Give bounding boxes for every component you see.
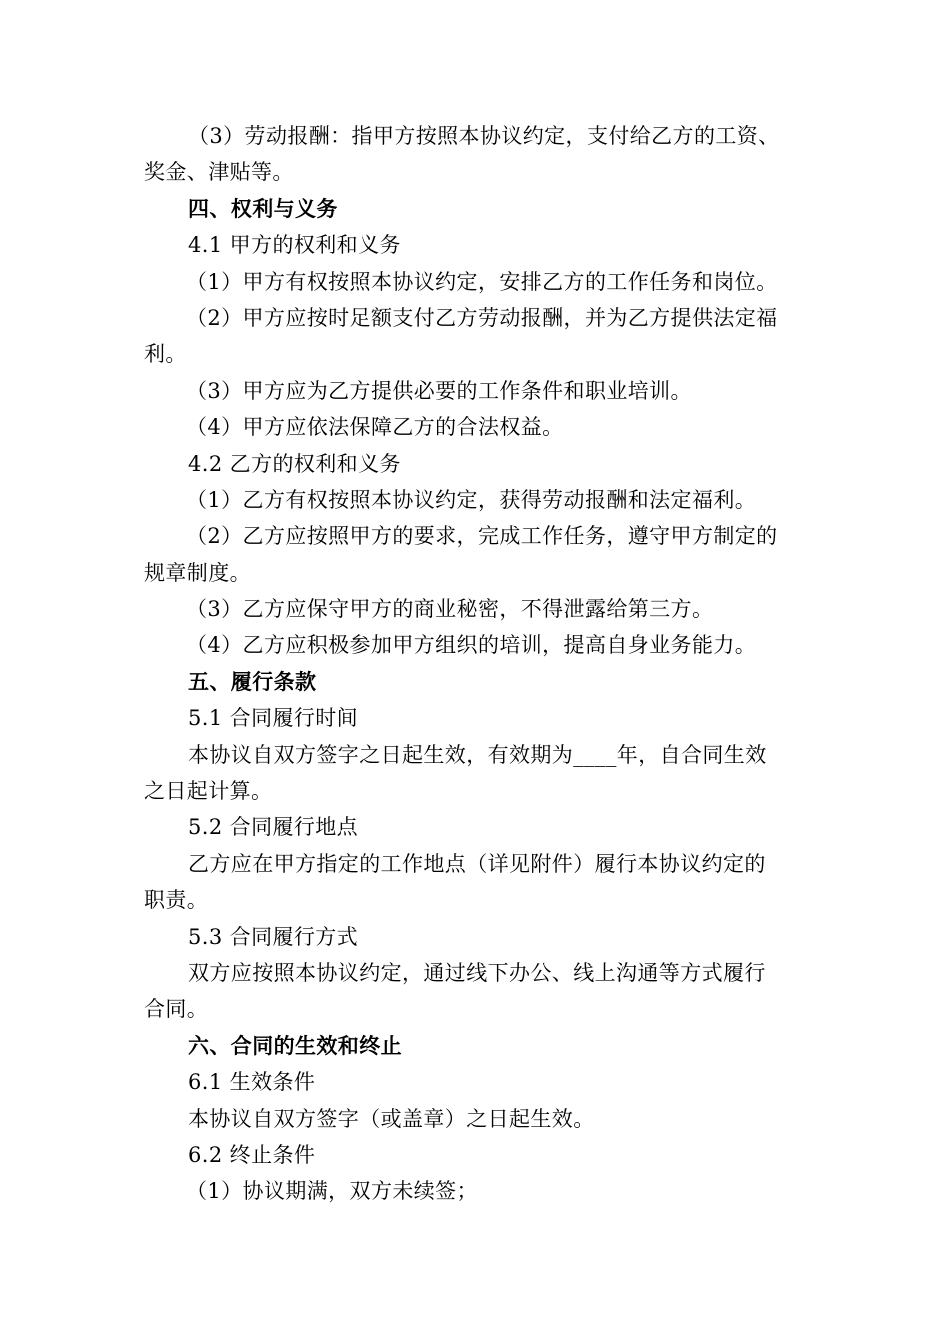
clause-5-3-line-1: 双方应按照本协议约定，通过线下办公、线上沟通等方式履行 — [188, 960, 766, 985]
subsection-6-2-title: 6.2 终止条件 — [188, 1142, 316, 1167]
section-heading-effect-termination: 六、合同的生效和终止 — [188, 1032, 402, 1058]
clause-3-3-line-2: 奖金、津贴等。 — [144, 160, 294, 185]
clause-3-3-line-1: （3）劳动报酬：指甲方按照本协议约定，支付给乙方的工资、 — [188, 124, 780, 148]
clause-4-2-3: （3）乙方应保守甲方的商业秘密，不得泄露给第三方。 — [186, 597, 714, 622]
clause-5-1-line-1: 本协议自双方签字之日起生效，有效期为____年，自合同生效 — [188, 742, 767, 767]
clause-4-2-2-line-1: （2）乙方应按照甲方的要求，完成工作任务，遵守甲方制定的 — [186, 524, 778, 549]
subsection-5-2-title: 5.2 合同履行地点 — [188, 815, 359, 840]
clause-4-2-1: （1）乙方有权按照本协议约定，获得劳动报酬和法定福利。 — [186, 487, 757, 512]
subsection-6-1-title: 6.1 生效条件 — [188, 1070, 316, 1095]
clause-6-2-1: （1）协议期满，双方未续签； — [186, 1179, 478, 1204]
section-heading-performance: 五、履行条款 — [188, 668, 317, 694]
subsection-5-3-title: 5.3 合同履行方式 — [188, 924, 359, 949]
clause-4-2-2-line-2: 规章制度。 — [144, 560, 251, 585]
clause-5-2-line-1: 乙方应在甲方指定的工作地点（详见附件）履行本协议约定的 — [188, 851, 766, 876]
clause-5-2-line-2: 职责。 — [144, 888, 209, 913]
document-body — [144, 118, 810, 1210]
subsection-4-2-title: 4.2 乙方的权利和义务 — [188, 451, 401, 476]
subsection-4-1-title: 4.1 甲方的权利和义务 — [188, 233, 401, 258]
clause-4-1-4: （4）甲方应依法保障乙方的合法权益。 — [186, 415, 564, 440]
clause-4-1-2-line-2: 利。 — [144, 342, 187, 367]
subsection-5-1-title: 5.1 合同履行时间 — [188, 706, 359, 731]
clause-4-1-3: （3）甲方应为乙方提供必要的工作条件和职业培训。 — [186, 378, 692, 403]
clause-4-2-4: （4）乙方应积极参加甲方组织的培训，提高自身业务能力。 — [186, 633, 757, 658]
clause-5-1-line-2: 之日起计算。 — [144, 779, 273, 804]
clause-6-1: 本协议自双方签字（或盖章）之日起生效。 — [188, 1106, 595, 1131]
clause-5-3-line-2: 合同。 — [144, 997, 209, 1022]
clause-4-1-1: （1）甲方有权按照本协议约定，安排乙方的工作任务和岗位。 — [186, 269, 778, 294]
section-heading-rights-duties: 四、权利与义务 — [188, 195, 338, 221]
clause-4-1-2-line-1: （2）甲方应按时足额支付乙方劳动报酬，并为乙方提供法定福 — [186, 305, 778, 330]
